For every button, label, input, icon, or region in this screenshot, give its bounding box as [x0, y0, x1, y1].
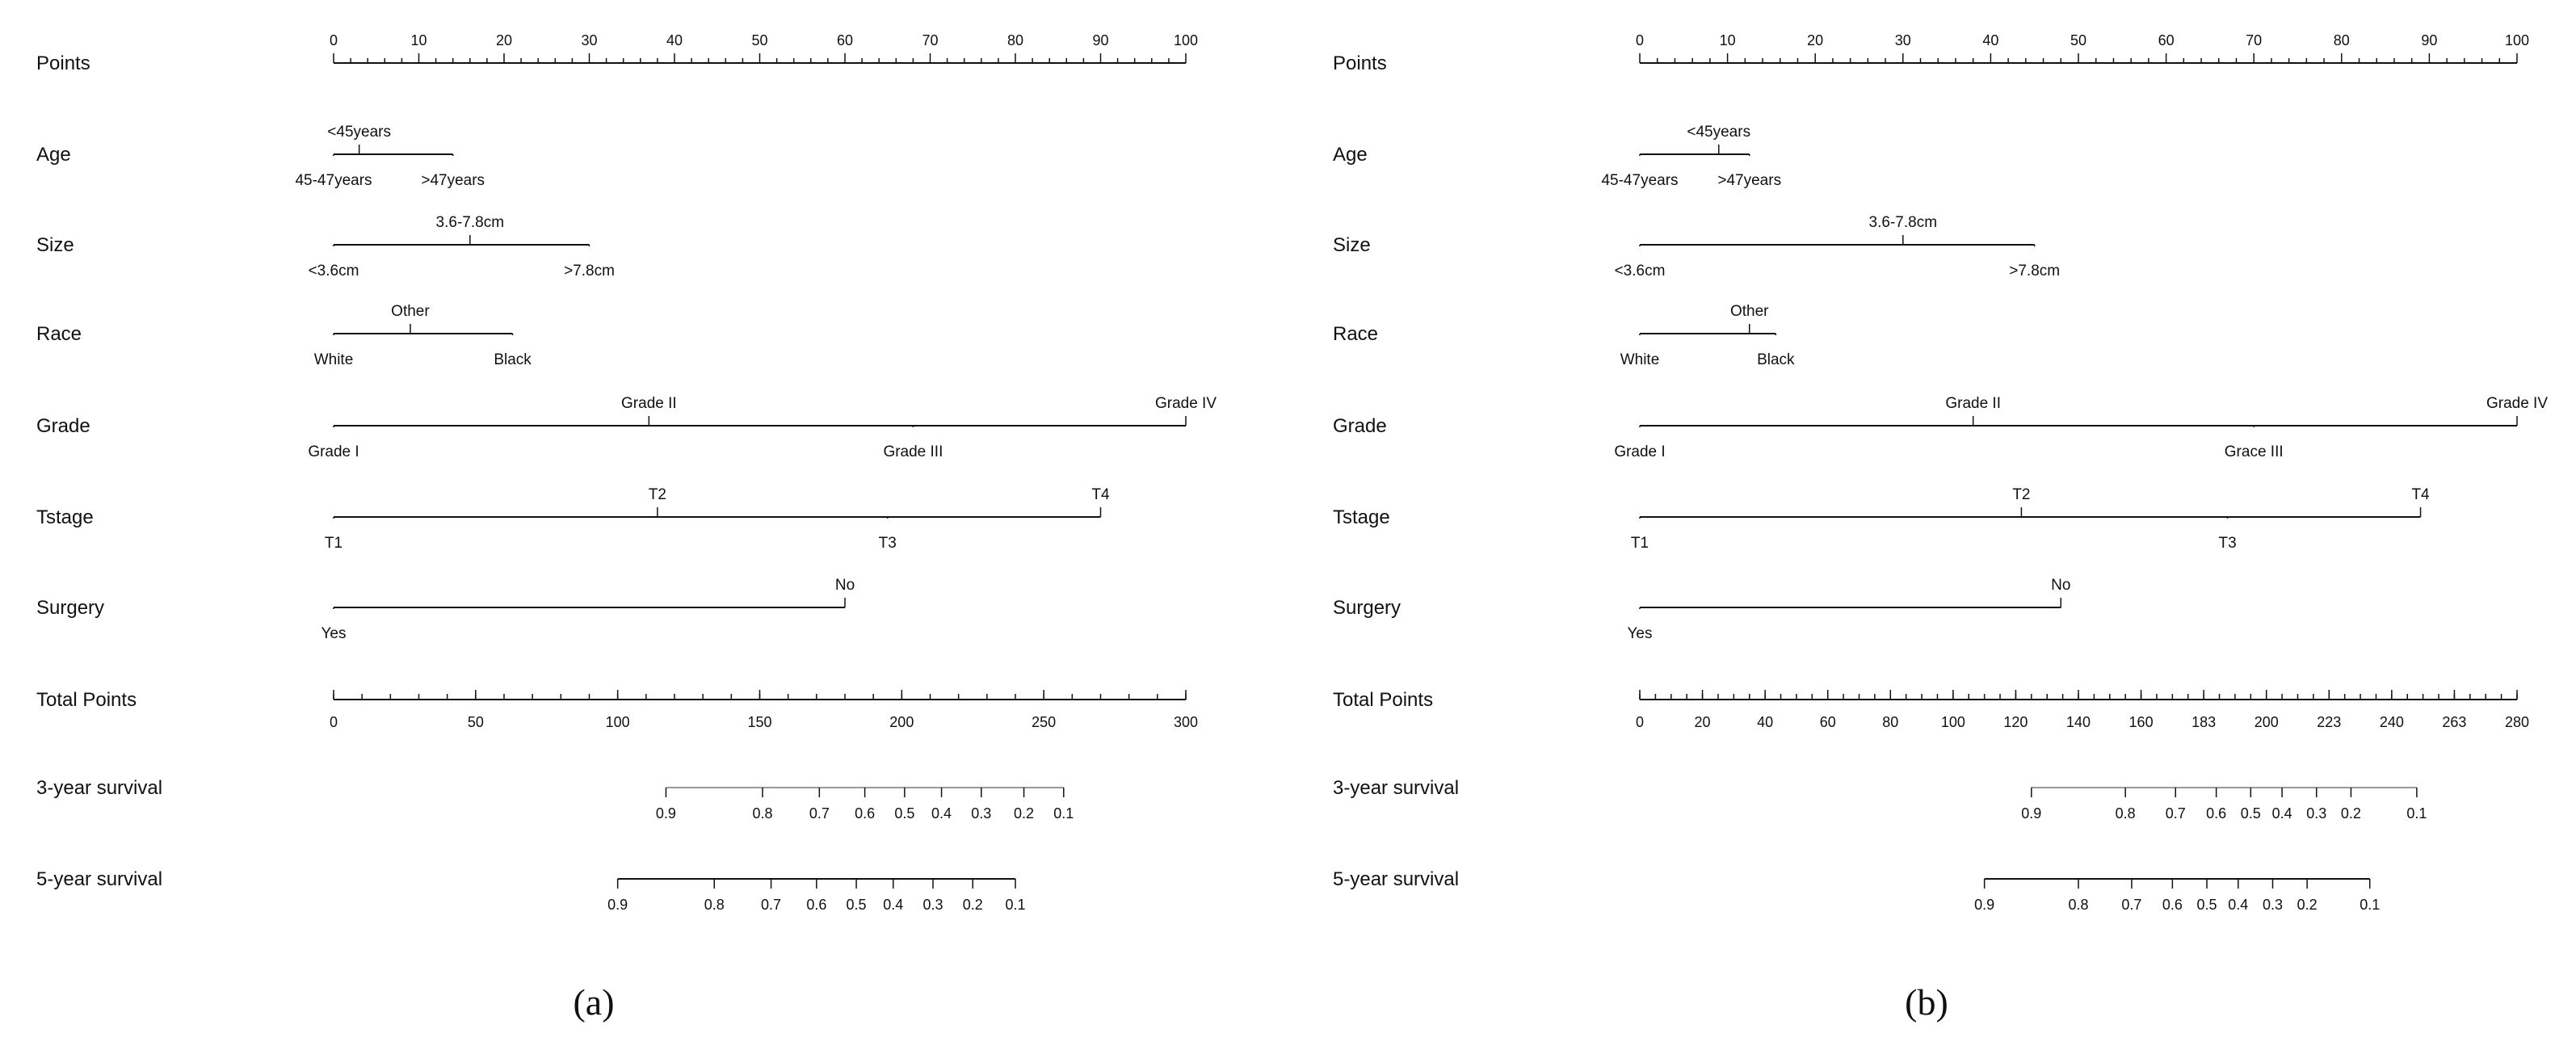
- variable-level-label: No: [834, 577, 855, 594]
- survival-axis-tick-label: 0.6: [806, 897, 827, 913]
- variable-label-tstage: Tstage: [1333, 506, 1390, 528]
- points-axis-tick-label: 20: [1807, 32, 1824, 48]
- points-axis-label: Points: [1333, 53, 1387, 74]
- variable-label-age: Age: [36, 144, 71, 166]
- points-axis-tick-label: 20: [495, 32, 513, 48]
- variable-level-label: Grade I: [1614, 443, 1666, 460]
- total-points-axis-tick-label: 150: [747, 714, 772, 730]
- survival-axis-tick-label: 0.9: [655, 805, 676, 822]
- survival-axis-tick-label: 0.3: [971, 805, 992, 822]
- points-axis-tick-label: 90: [1092, 32, 1109, 48]
- total-points-axis-tick-label: 40: [1757, 714, 1774, 730]
- total-points-axis-tick-label: 50: [467, 714, 484, 730]
- variable-label-size: Size: [1333, 234, 1371, 256]
- variable-level-label: T4: [2411, 486, 2430, 503]
- variable-level-label: >47years: [421, 172, 485, 189]
- variable-level-label: 3.6-7.8cm: [1868, 214, 1938, 231]
- variable-level-label: <3.6cm: [1614, 263, 1666, 279]
- variable-level-label: Grade I: [308, 443, 359, 460]
- variable-level-label: No: [2051, 577, 2071, 594]
- points-axis-tick-label: 80: [1006, 32, 1024, 48]
- total-points-axis-tick-label: 60: [1819, 714, 1836, 730]
- variable-level-label: White: [1620, 351, 1660, 368]
- variable-level-label: 3.6-7.8cm: [435, 214, 505, 231]
- survival-axis-tick-label: 0.5: [846, 897, 867, 913]
- variable-level-label: Yes: [1627, 625, 1653, 642]
- variable-level-label: 45-47years: [295, 172, 372, 189]
- survival-axis-tick-label: 0.8: [752, 805, 773, 822]
- survival-axis-tick-label: 0.7: [2121, 897, 2142, 913]
- points-axis-tick-label: 60: [2158, 32, 2175, 48]
- variable-level-label: Black: [1757, 351, 1795, 368]
- total-points-axis-tick-label: 240: [2379, 714, 2404, 730]
- variable-level-label: T4: [1091, 486, 1110, 503]
- variable-level-label: Grade III: [883, 443, 943, 460]
- survival-axis-tick-label: 0.4: [2271, 805, 2292, 822]
- survival-axis-tick-label: 0.3: [2262, 897, 2283, 913]
- variable-label-size: Size: [36, 234, 74, 256]
- total-points-axis-tick-label: 183: [2191, 714, 2217, 730]
- variable-level-label: Grade IV: [1154, 395, 1217, 412]
- points-axis-tick-label: 90: [2421, 32, 2438, 48]
- total-points-axis-tick-label: 20: [1694, 714, 1711, 730]
- variable-level-label: T2: [648, 486, 666, 503]
- total-points-axis-tick-label: 80: [1882, 714, 1899, 730]
- survival-axis-tick-label: 0.8: [2068, 897, 2089, 913]
- total-points-axis-tick-label: 100: [605, 714, 630, 730]
- variable-level-label: Yes: [321, 625, 347, 642]
- survival-axis-tick-label: 0.4: [931, 805, 952, 822]
- panel-caption: (b): [1905, 981, 1948, 1023]
- variable-level-label: T3: [2218, 535, 2237, 552]
- points-axis-tick-label: 10: [410, 32, 427, 48]
- variable-level-label: Grade II: [1945, 395, 2002, 412]
- survival-axis-tick-label: 0.5: [894, 805, 915, 822]
- variable-level-label: White: [313, 351, 354, 368]
- variable-level-label: <3.6cm: [308, 263, 359, 279]
- survival-axis-tick-label: 0.5: [2240, 805, 2261, 822]
- variable-label-surgery: Surgery: [36, 597, 105, 619]
- points-axis-label: Points: [36, 53, 90, 74]
- survival-axis-tick-label: 0.1: [1005, 897, 1026, 913]
- variable-level-label: >7.8cm: [564, 263, 615, 279]
- variable-level-label: >7.8cm: [2009, 263, 2061, 279]
- survival-axis-tick-label: 0.7: [761, 897, 782, 913]
- survival-axis-tick-label: 0.4: [2228, 897, 2249, 913]
- variable-level-label: T1: [1630, 535, 1649, 552]
- points-axis-tick-label: 40: [666, 32, 683, 48]
- variable-level-label: 45-47years: [1601, 172, 1679, 189]
- total-points-axis-tick-label: 160: [2128, 714, 2154, 730]
- total-points-axis-tick-label: 120: [2003, 714, 2028, 730]
- survival-axis-tick-label: 0.1: [2406, 805, 2427, 822]
- points-axis-tick-label: 30: [1894, 32, 1911, 48]
- total-points-axis-tick-label: 200: [889, 714, 914, 730]
- variable-level-label: Grade II: [621, 395, 677, 412]
- variable-level-label: <45years: [1687, 124, 1751, 141]
- variable-label-age: Age: [1333, 144, 1368, 166]
- total-points-axis-label: Total Points: [1333, 689, 1434, 711]
- nomogram-panel-a: [36, 32, 1217, 1023]
- survival-axis-tick-label: 0.2: [2297, 897, 2318, 913]
- survival-axis-tick-label: 0.2: [1014, 805, 1035, 822]
- survival-axis-tick-label: 0.3: [2306, 805, 2327, 822]
- survival-axis-tick-label: 0.9: [2021, 805, 2042, 822]
- variable-level-label: T3: [878, 535, 897, 552]
- points-axis-tick-label: 40: [1982, 32, 1999, 48]
- variable-level-label: >47years: [1717, 172, 1782, 189]
- survival-axis-tick-label: 0.9: [607, 897, 628, 913]
- survival-axis-label: 5-year survival: [36, 868, 163, 890]
- total-points-axis-tick-label: 0: [1635, 714, 1645, 730]
- panel-caption: (a): [573, 981, 615, 1023]
- points-axis-tick-label: 10: [1719, 32, 1736, 48]
- total-points-axis-label: Total Points: [36, 689, 137, 711]
- points-axis-tick-label: 50: [2070, 32, 2087, 48]
- total-points-axis-tick-label: 300: [1173, 714, 1199, 730]
- total-points-axis-tick-label: 140: [2065, 714, 2091, 730]
- survival-axis-tick-label: 0.5: [2196, 897, 2217, 913]
- points-axis-tick-label: 60: [836, 32, 854, 48]
- total-points-axis-tick-label: 100: [1940, 714, 1965, 730]
- survival-axis-tick-label: 0.8: [704, 897, 725, 913]
- survival-axis-tick-label: 0.8: [2115, 805, 2136, 822]
- variable-label-grade: Grade: [36, 415, 90, 437]
- survival-axis-tick-label: 0.7: [809, 805, 830, 822]
- survival-axis-tick-label: 0.6: [2206, 805, 2227, 822]
- points-axis-tick-label: 70: [2246, 32, 2263, 48]
- variable-level-label: Grade IV: [2486, 395, 2549, 412]
- survival-axis-tick-label: 0.2: [962, 897, 983, 913]
- variable-level-label: T2: [2012, 486, 2031, 503]
- variable-label-tstage: Tstage: [36, 506, 94, 528]
- points-axis-tick-label: 0: [329, 32, 338, 48]
- points-axis-tick-label: 80: [2333, 32, 2350, 48]
- points-axis-tick-label: 0: [1635, 32, 1645, 48]
- survival-axis-tick-label: 0.6: [855, 805, 876, 822]
- total-points-axis-tick-label: 223: [2317, 714, 2342, 730]
- survival-axis-tick-label: 0.2: [2340, 805, 2361, 822]
- nomogram-panel-b: [1333, 32, 2548, 1023]
- survival-axis-tick-label: 0.7: [2165, 805, 2186, 822]
- survival-axis-tick-label: 0.1: [2360, 897, 2381, 913]
- points-axis-tick-label: 100: [2504, 32, 2530, 48]
- total-points-axis-tick-label: 0: [329, 714, 338, 730]
- variable-level-label: <45years: [327, 124, 392, 141]
- variable-level-label: Other: [391, 303, 430, 320]
- total-points-axis-tick-label: 280: [2504, 714, 2530, 730]
- survival-axis-label: 3-year survival: [1333, 777, 1460, 799]
- variable-label-race: Race: [36, 323, 82, 345]
- total-points-axis-tick-label: 200: [2254, 714, 2279, 730]
- variable-label-surgery: Surgery: [1333, 597, 1401, 619]
- survival-axis-tick-label: 0.1: [1053, 805, 1074, 822]
- points-axis-tick-label: 70: [922, 32, 939, 48]
- variable-label-race: Race: [1333, 323, 1379, 345]
- survival-axis-tick-label: 0.9: [1974, 897, 1995, 913]
- survival-axis-tick-label: 0.6: [2162, 897, 2183, 913]
- variable-level-label: Black: [494, 351, 532, 368]
- survival-axis-tick-label: 0.3: [922, 897, 943, 913]
- variable-level-label: Grace III: [2224, 443, 2284, 460]
- survival-axis-label: 5-year survival: [1333, 868, 1460, 890]
- survival-axis-tick-label: 0.4: [883, 897, 904, 913]
- points-axis-tick-label: 100: [1173, 32, 1199, 48]
- points-axis-tick-label: 50: [751, 32, 768, 48]
- total-points-axis-tick-label: 250: [1032, 714, 1057, 730]
- survival-axis-label: 3-year survival: [36, 777, 163, 799]
- points-axis-tick-label: 30: [581, 32, 598, 48]
- variable-label-grade: Grade: [1333, 415, 1387, 437]
- total-points-axis-tick-label: 263: [2442, 714, 2467, 730]
- variable-level-label: Other: [1729, 303, 1769, 320]
- variable-level-label: T1: [324, 535, 343, 552]
